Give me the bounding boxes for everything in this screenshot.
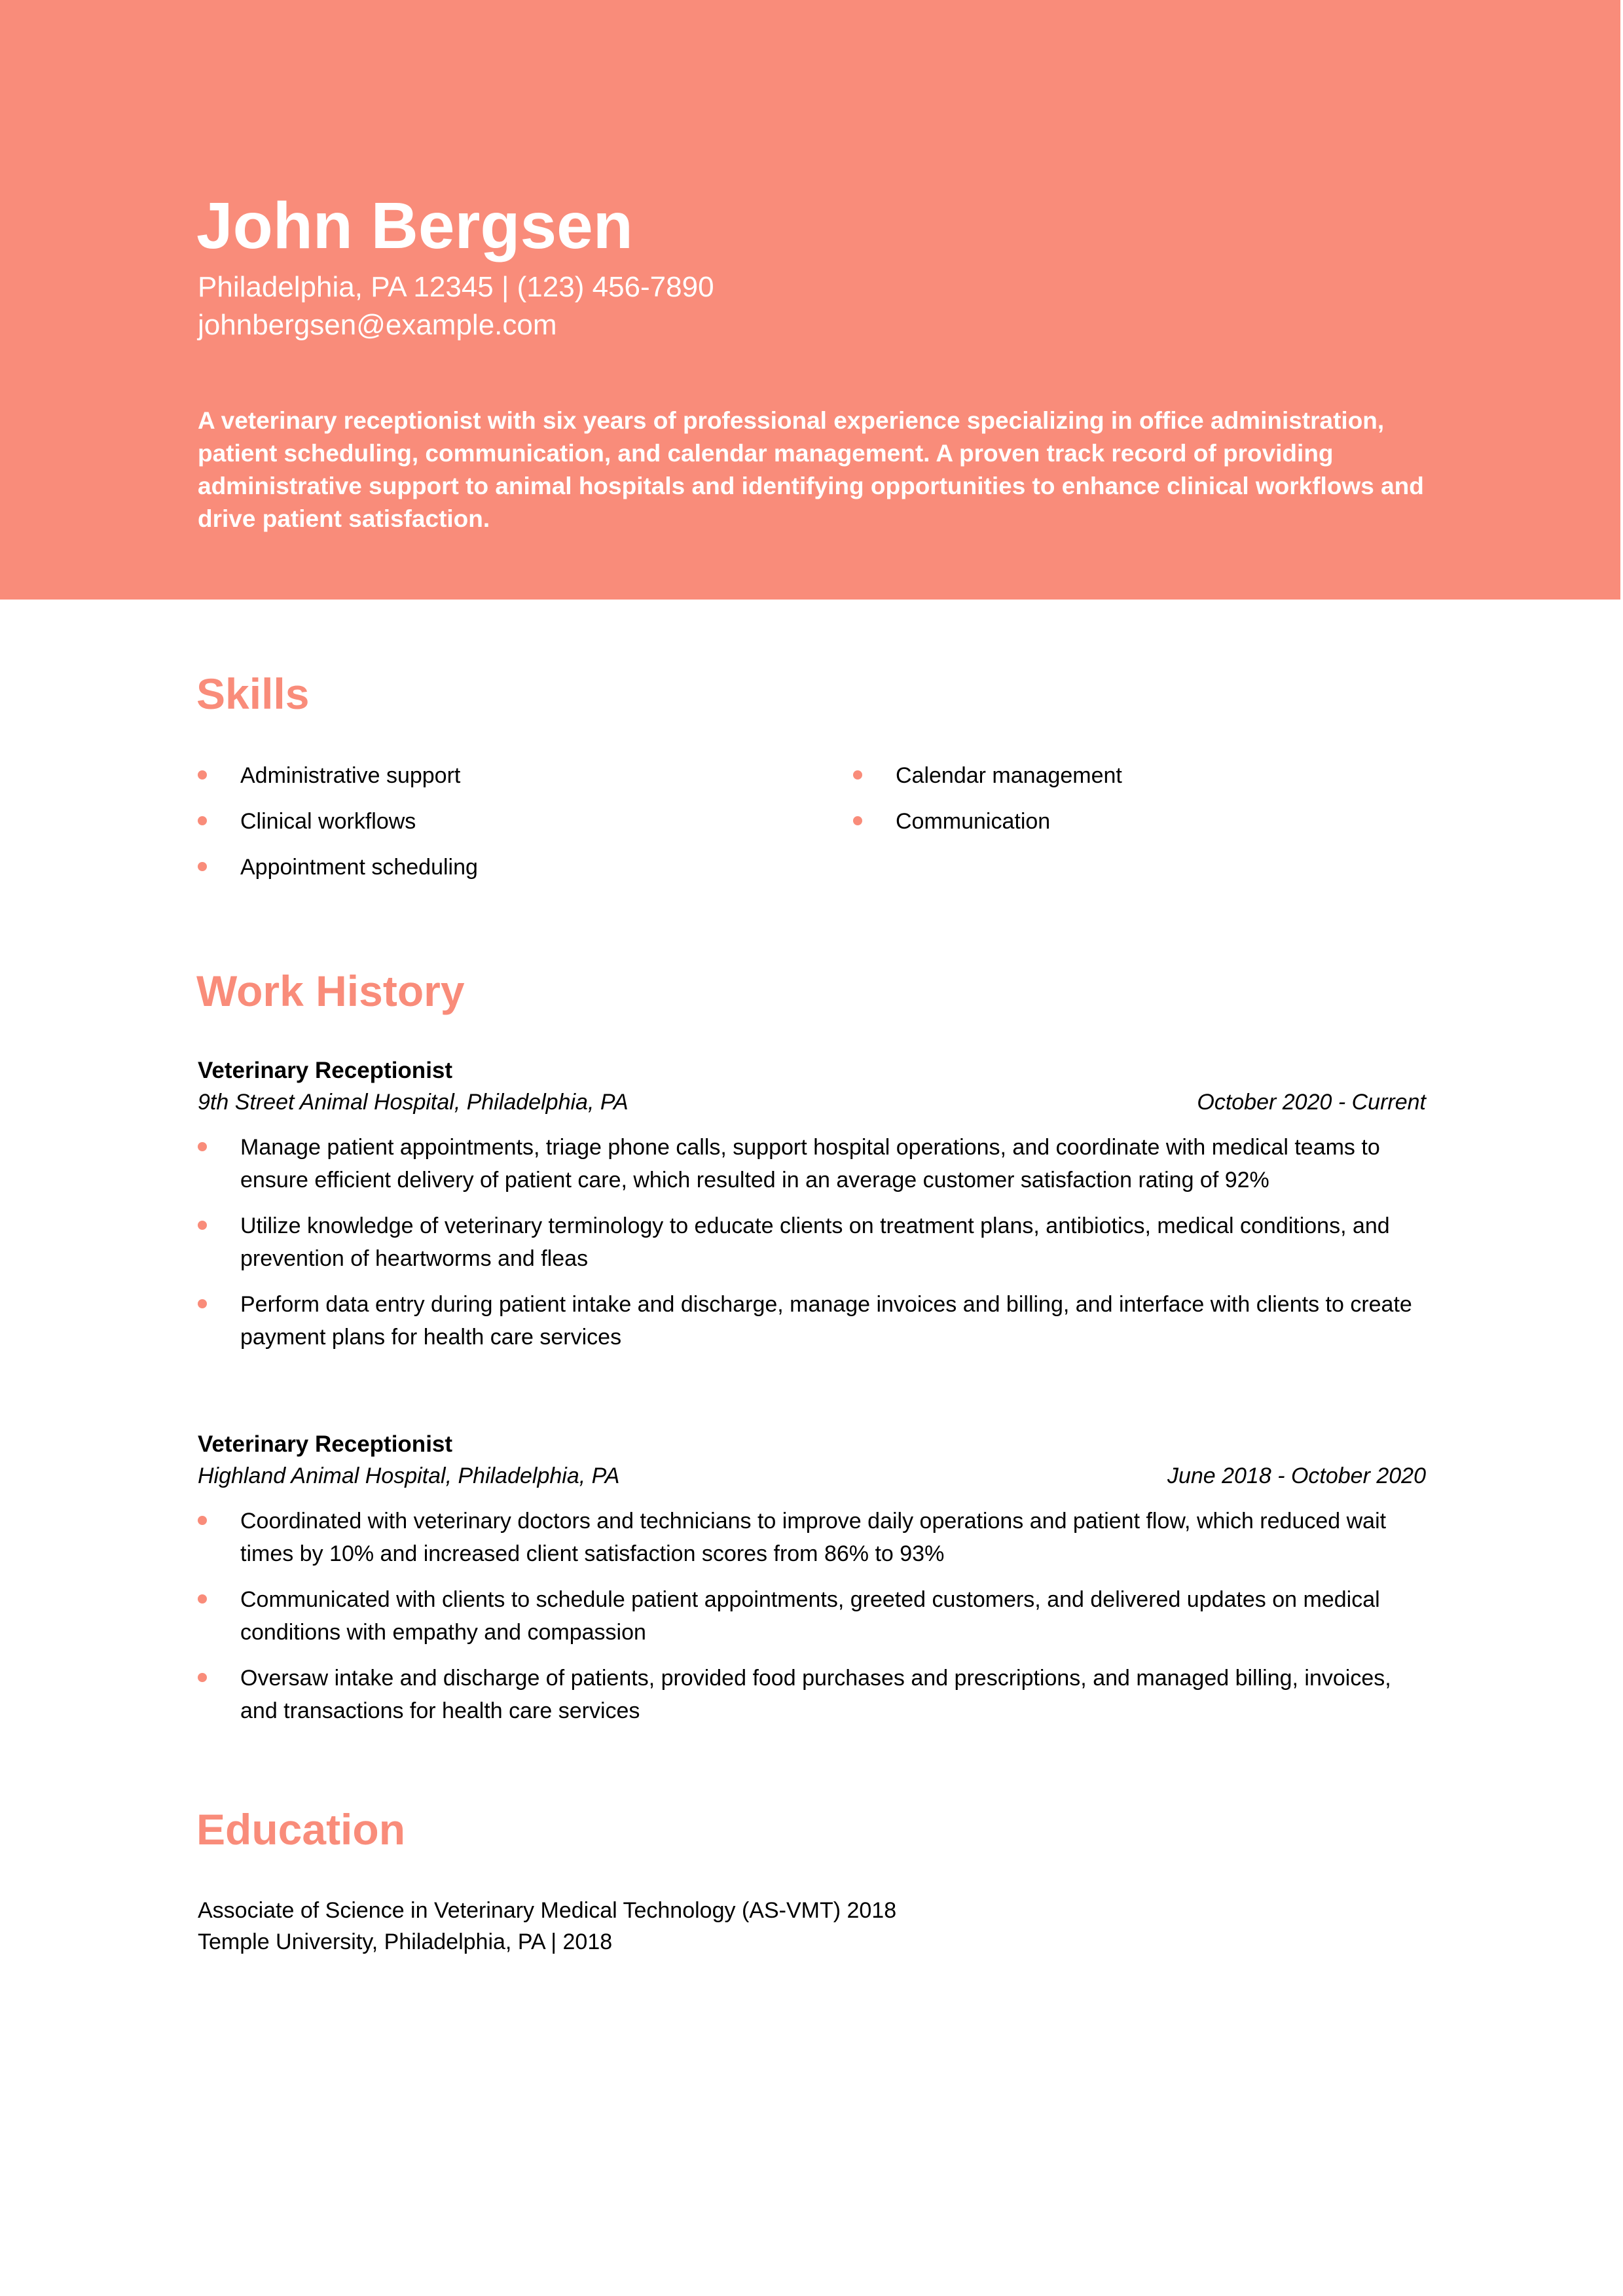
job-entry	[198, 1055, 1426, 1367]
skill-item: Clinical workflows	[198, 805, 853, 851]
job-dates: June 2018 - October 2020	[1167, 1463, 1426, 1488]
email: johnbergsen@example.com	[198, 309, 557, 341]
bullet-dot-icon	[198, 1221, 207, 1230]
skills-heading: Skills	[196, 670, 310, 718]
skill-item: Appointment scheduling	[198, 851, 853, 897]
bullet-dot-icon	[198, 770, 207, 780]
bullet-dot-icon	[853, 770, 862, 780]
bullet-dot-icon	[853, 816, 862, 825]
bullet-dot-icon	[198, 1142, 207, 1151]
work-history-heading: Work History	[196, 967, 465, 1015]
education-entry	[198, 1895, 896, 1958]
bullet-dot-icon	[198, 1594, 207, 1604]
bullet-dot-icon	[198, 816, 207, 825]
job-bullets	[198, 1505, 1426, 1727]
job-bullet: Perform data entry during patient intake and discharge, manage invoices and billing, and interface with clients to create payment plans for health care services	[198, 1288, 1426, 1354]
employer: 9th Street Animal Hospital, Philadelphia, PA	[198, 1090, 629, 1115]
location-phone: Philadelphia, PA 12345 | (123) 456-7890	[198, 271, 714, 303]
job-bullets	[198, 1131, 1426, 1354]
job-bullet: Communicated with clients to schedule patient appointments, greeted customers, and delivered updates on medical conditions with empathy and compassion	[198, 1583, 1426, 1649]
job-meta	[198, 1460, 1426, 1492]
school: Temple University, Philadelphia, PA | 2018	[198, 1929, 613, 1954]
bullet-dot-icon	[198, 1516, 207, 1525]
skill-item: Calendar management	[853, 759, 1429, 805]
skill-item: Administrative support	[198, 759, 853, 805]
degree: Associate of Science in Veterinary Medical Technology (AS-VMT) 2018	[198, 1898, 897, 1923]
skills-list	[198, 759, 1429, 897]
job-meta	[198, 1086, 1426, 1118]
bullet-dot-icon	[198, 1673, 207, 1682]
skill-item: Communication	[853, 805, 1429, 851]
bullet-dot-icon	[198, 1299, 207, 1308]
bullet-dot-icon	[198, 862, 207, 871]
job-entry	[198, 1429, 1426, 1740]
job-title: Veterinary Receptionist	[198, 1058, 453, 1083]
candidate-name: John Bergsen	[196, 189, 633, 262]
education-heading: Education	[196, 1805, 406, 1854]
job-bullet: Oversaw intake and discharge of patients, provided food purchases and prescriptions, and managed billing, invoices, and transactions for health care services	[198, 1662, 1426, 1727]
header-banner	[0, 0, 1620, 600]
job-title: Veterinary Receptionist	[198, 1431, 453, 1457]
job-bullet: Coordinated with veterinary doctors and technicians to improve daily operations and patient flow, which reduced wait times by 10% and increased client satisfaction scores from 86% to 93%	[198, 1505, 1426, 1570]
job-bullet: Manage patient appointments, triage phone calls, support hospital operations, and coordinate with medical teams to ensure efficient delivery of patient care, which resulted in an average customer satisfaction rating of 92%	[198, 1131, 1426, 1196]
professional-summary: A veterinary receptionist with six years of professional experience specializing in office administration, patient scheduling, communication, and calendar management. A proven track record of providing administrative support to animal hospitals and identifying opportunities to enhance clinical workflows and drive patient satisfaction.	[198, 407, 1424, 532]
job-dates: October 2020 - Current	[1197, 1090, 1426, 1115]
employer: Highland Animal Hospital, Philadelphia, PA	[198, 1463, 620, 1488]
job-bullet: Utilize knowledge of veterinary terminology to educate clients on treatment plans, antibiotics, medical conditions, and prevention of heartworms and fleas	[198, 1210, 1426, 1275]
contact-info	[198, 268, 714, 344]
